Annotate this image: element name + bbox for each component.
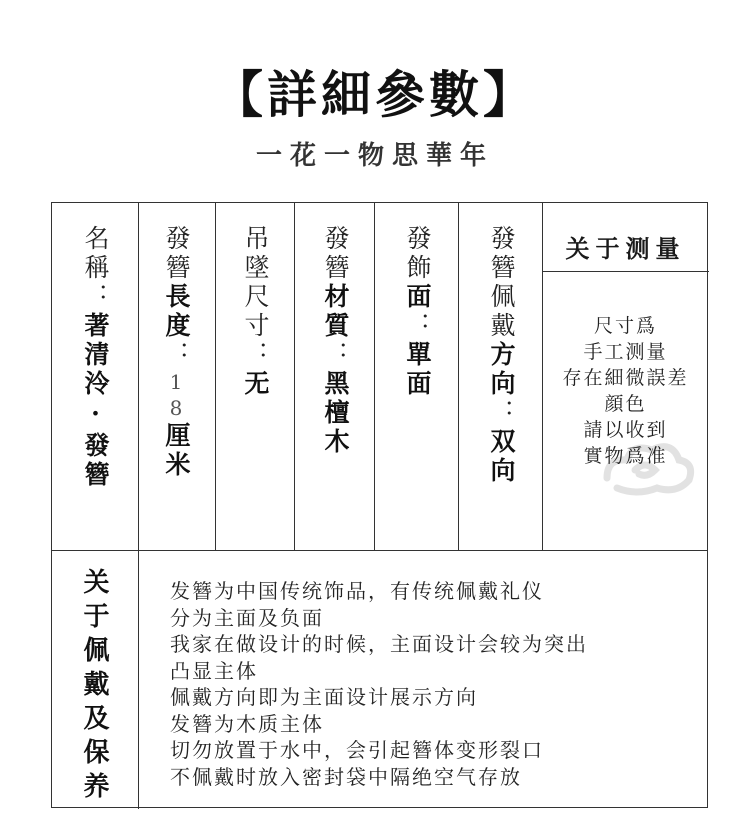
measure-title: 关于测量 bbox=[565, 234, 686, 263]
care-notes bbox=[170, 578, 700, 790]
param-direction-label-a: 佩戴 bbox=[487, 283, 516, 341]
param-separator: ： bbox=[162, 341, 191, 370]
row-divider bbox=[542, 271, 709, 272]
param-separator: ： bbox=[403, 312, 432, 341]
measure-line: 顔色 bbox=[604, 393, 647, 415]
measure-line: 請以收到 bbox=[583, 419, 668, 441]
page-subtitle: 一花一物思華年 bbox=[255, 141, 494, 171]
param-face-prefix: 發飾 bbox=[403, 225, 432, 283]
column-divider bbox=[374, 203, 375, 550]
param-name bbox=[80, 225, 110, 490]
param-separator: ： bbox=[81, 283, 110, 312]
param-face-value: 單面 bbox=[403, 341, 432, 399]
param-material bbox=[320, 225, 350, 457]
measure-line: 實物爲准 bbox=[583, 445, 668, 467]
column-divider bbox=[138, 550, 139, 809]
param-pendant-label: 吊墜尺寸 bbox=[241, 225, 270, 341]
param-pendant-value: 无 bbox=[241, 370, 270, 399]
section-divider bbox=[52, 550, 707, 551]
param-separator: ： bbox=[487, 399, 516, 428]
param-face-label: 面 bbox=[403, 283, 432, 312]
param-length-prefix: 發簪 bbox=[162, 225, 191, 283]
care-line: 切勿放置于水中，会引起簪体变形裂口 bbox=[170, 738, 544, 762]
care-line: 佩戴方向即为主面设计展示方向 bbox=[170, 685, 478, 709]
column-divider bbox=[215, 203, 216, 550]
measure-line: 存在細微誤差 bbox=[562, 367, 689, 389]
param-name-value: 著清泠·發簪 bbox=[81, 312, 110, 490]
param-length-label: 長度 bbox=[162, 283, 191, 341]
param-material-prefix: 發簪 bbox=[321, 225, 350, 283]
care-line: 凸显主体 bbox=[170, 658, 258, 683]
param-material-label: 材質 bbox=[321, 283, 350, 341]
param-material-value: 黑檀木 bbox=[321, 370, 350, 457]
measure-line: 手工测量 bbox=[583, 341, 668, 363]
param-direction bbox=[486, 225, 516, 486]
param-direction-value: 双向 bbox=[487, 428, 516, 486]
page-title: 【詳細參數】 bbox=[213, 65, 537, 124]
param-length-unit: 厘米 bbox=[162, 422, 191, 480]
param-length bbox=[161, 225, 191, 480]
param-separator: ： bbox=[241, 341, 270, 370]
param-direction-label-b: 方向 bbox=[487, 341, 516, 399]
care-line: 发簪为中国传统饰品，有传统佩戴礼仪 bbox=[170, 579, 544, 603]
params-table bbox=[51, 202, 708, 808]
param-separator: ： bbox=[321, 341, 350, 370]
param-pendant bbox=[240, 225, 270, 399]
column-divider bbox=[294, 203, 295, 550]
column-divider bbox=[458, 203, 459, 550]
param-face bbox=[402, 225, 432, 399]
param-length-number: 18 bbox=[164, 370, 188, 422]
care-title: 关于佩戴及保养 bbox=[79, 568, 109, 806]
care-line: 发簪为木质主体 bbox=[170, 711, 324, 736]
care-line: 不佩戴时放入密封袋中隔绝空气存放 bbox=[170, 764, 522, 789]
care-line: 分为主面及负面 bbox=[170, 605, 324, 630]
column-divider bbox=[138, 203, 139, 550]
care-line: 我家在做设计的时候，主面设计会较为突出 bbox=[170, 632, 588, 656]
param-name-label: 名稱 bbox=[81, 225, 110, 283]
measure-note bbox=[542, 313, 709, 469]
param-direction-prefix: 發簪 bbox=[487, 225, 516, 283]
measure-line: 尺寸爲 bbox=[593, 315, 657, 337]
